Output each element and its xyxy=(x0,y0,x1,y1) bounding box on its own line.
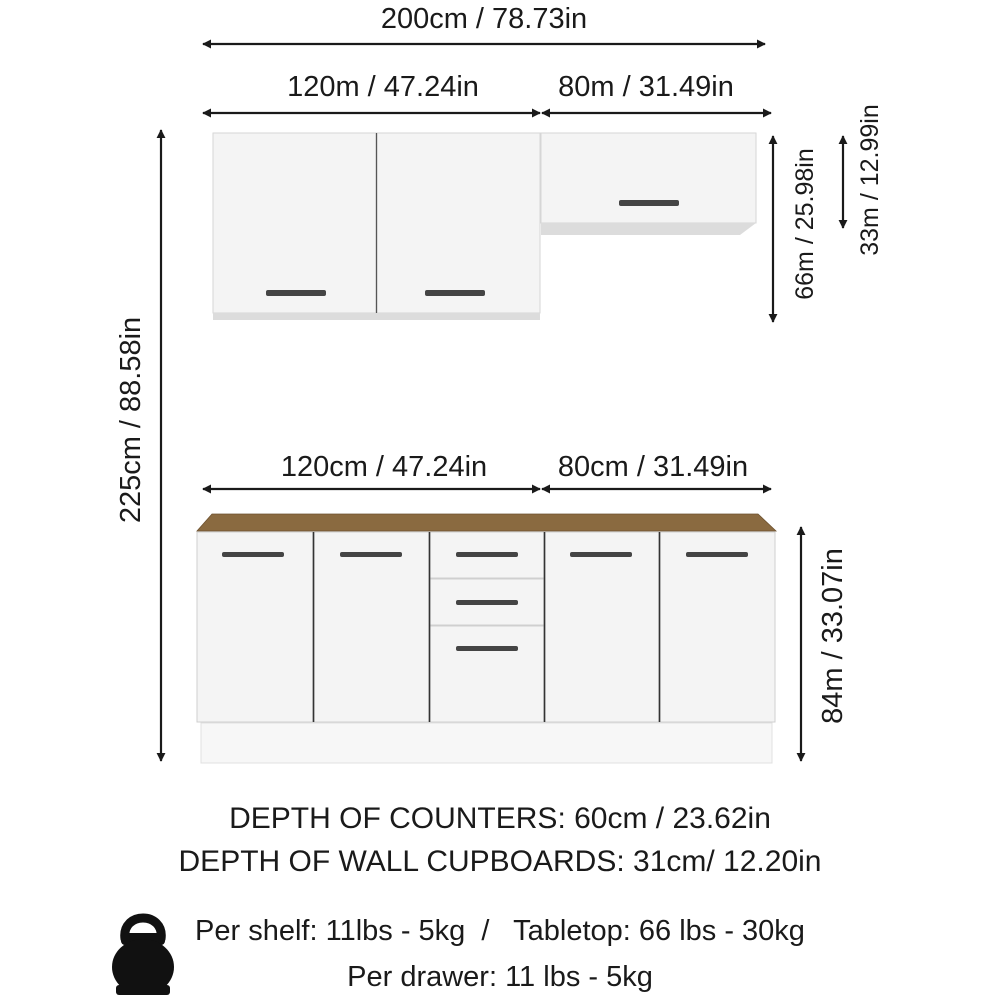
depth-of-wall-cupboards: DEPTH OF WALL CUPBOARDS: 31cm/ 12.20in xyxy=(178,845,822,878)
drawer-top-handle xyxy=(456,552,518,557)
base-door-1 xyxy=(197,532,313,722)
plinth xyxy=(201,723,772,763)
label-total-width: 200cm / 78.73in xyxy=(380,3,588,35)
drawer-bottom-handle xyxy=(456,646,518,651)
label-base-left-width: 120cm / 47.24in xyxy=(280,451,488,483)
base-door-1-handle xyxy=(222,552,284,557)
base-cabinets xyxy=(197,514,776,763)
base-door-2-handle xyxy=(340,552,402,557)
wall-cabinet-right-bottom-edge xyxy=(541,223,756,235)
base-door-2 xyxy=(314,532,429,722)
wall-cabinet-bottom-edge xyxy=(213,313,540,320)
wall-cabinet-left-handle xyxy=(266,290,326,296)
countertop xyxy=(197,514,776,531)
wall-cabinet-right-door xyxy=(541,133,756,223)
wall-cabinets xyxy=(213,133,756,320)
base-door-4 xyxy=(660,532,775,722)
base-door-3 xyxy=(545,532,659,722)
label-base-height: 84m / 33.07in xyxy=(817,548,849,724)
label-wall-left-width: 120m / 47.24in xyxy=(287,71,479,103)
wall-cabinet-right-handle xyxy=(619,200,679,206)
drawer-bottom xyxy=(430,626,544,722)
depth-of-counters: DEPTH OF COUNTERS: 60cm / 23.62in xyxy=(229,802,771,835)
label-wall-height: 66m / 25.98in xyxy=(791,148,819,300)
wall-cabinet-middle-door xyxy=(377,133,540,313)
label-wall-right-width: 80m / 31.49in xyxy=(558,71,734,103)
base-door-3-handle xyxy=(570,552,632,557)
label-total-height: 225cm / 88.58in xyxy=(115,316,147,524)
label-wall-small-height: 33m / 12.99in xyxy=(856,104,884,256)
base-door-4-handle xyxy=(686,552,748,557)
wall-cabinet-middle-handle xyxy=(425,290,485,296)
weight-line-1: Per shelf: 11lbs - 5kg / Tabletop: 66 lbs - 30kg xyxy=(195,915,805,947)
wall-cabinet-left-door xyxy=(213,133,376,313)
label-base-right-width: 80cm / 31.49in xyxy=(557,451,749,483)
drawer-middle-handle xyxy=(456,600,518,605)
weight-line-2: Per drawer: 11 lbs - 5kg xyxy=(347,961,653,993)
